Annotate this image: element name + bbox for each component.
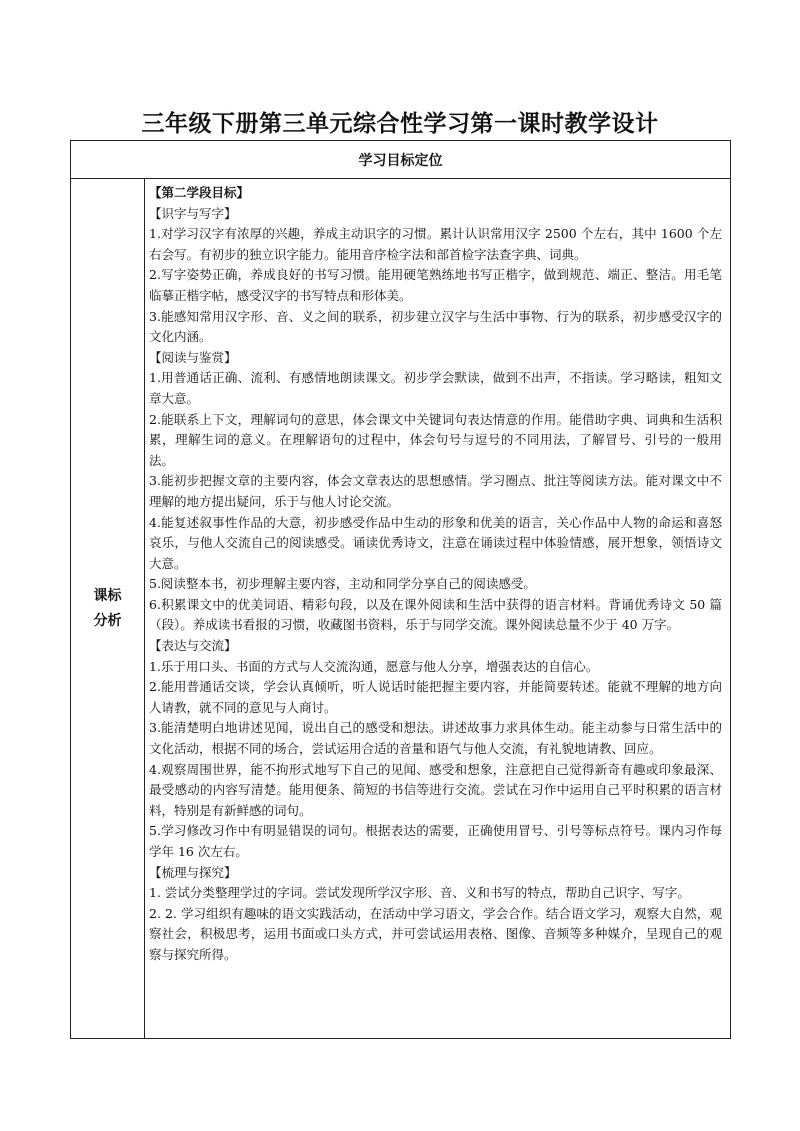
list-item: 6.积累课文中的优美词语、精彩句段，以及在课外阅读和生活中获得的语言材料。背诵优秀诗文 50 篇（段）。养成读书看报的习惯，收藏图书资料，乐于与同学交流。课外阅读总量不少于 40 万字。 — [149, 596, 722, 633]
section-heading-reading: 【阅读与鉴赏】 — [149, 349, 237, 365]
list-item: 5.学习修改习作中有明显错误的词句。根据表达的需要，正确使用冒号、引号等标点符号。课内习作每学年 16 次左右。 — [149, 823, 722, 859]
list-item: 3.能感知常用汉字形、音、义之间的联系，初步建立汉字与生活中事物、行为的联系，初步感受汉字的文化内涵。 — [149, 308, 722, 345]
list-item: 4.能复述叙事性作品的大意，初步感受作品中生动的形象和优美的语言，关心作品中人物的命运和喜怒哀乐，与他人交流自己的阅读感受。诵读优秀诗文，注意在诵读过程中体验情感，展开想象，领悟诗文大意。 — [149, 514, 722, 571]
list-item: 4.观察周围世界，能不拘形式地写下自己的见闻、感受和想象，注意把自己觉得新奇有趣或印象最深、最受感动的内容写清楚。能用便条、简短的书信等进行交流。尝试在习作中运用自己平时积累的语言材料，特别是有新鲜感的词句。 — [149, 761, 722, 818]
document-title: 三年级下册第三单元综合性学习第一课时教学设计 — [141, 110, 659, 137]
content-cell — [149, 183, 722, 966]
list-item: 2.能用普通话交谈，学会认真倾听，听人说话时能把握主要内容，并能简要转述。能就不理解的地方向人请教，就不同的意见与人商讨。 — [149, 679, 722, 715]
table-header: 学习目标定位 — [71, 141, 730, 179]
list-item: 3.能清楚明白地讲述见闻，说出自己的感受和想法。讲述故事力求具体生动。能主动参与日常生活中的文化活动，根据不同的场合，尝试运用合适的音量和语气与他人交流，有礼貌地请教、回应。 — [149, 720, 722, 757]
list-item: 2.写字姿势正确，养成良好的书写习惯。能用硬笔熟练地书写正楷字，做到规范、端正、整洁。用毛笔临摹正楷字帖，感受汉字的书写特点和形体美。 — [149, 267, 722, 303]
row-label-line-2: 分析 — [93, 612, 122, 629]
row-label-line-1: 课标 — [93, 587, 122, 604]
list-item: 5.阅读整本书，初步理解主要内容，主动和同学分享自己的阅读感受。 — [149, 576, 536, 592]
list-item: 1.用普通话正确、流利、有感情地朗读课文。初步学会默读，做到不出声，不指读。学习略读，粗知文章大意。 — [149, 370, 722, 406]
list-item: 1. 尝试分类整理学过的字词。尝试发现所学汉字形、音、义和书写的特点，帮助自己识字、写字。 — [149, 885, 690, 901]
list-item: 3.能初步把握文章的主要内容，体会文章表达的思想感情。学习圈点、批注等阅读方法。能对课文中不理解的地方提出疑问，乐于与他人讨论交流。 — [149, 473, 722, 509]
curriculum-table — [70, 140, 731, 1039]
section-heading-literacy: 【识字与写字】 — [149, 205, 237, 221]
section-heading-inquiry: 【梳理与探究】 — [149, 864, 237, 880]
row-label-cell — [71, 179, 145, 1038]
list-item: 2. 2. 学习组织有趣味的语文实践活动，在活动中学习语文，学会合作。结合语文学习，观察大自然，观察社会，积极思考，运用书面或口头方式，并可尝试运用表格、图像、音频等多种媒介，呈现自己的观察与探究所得。 — [149, 905, 722, 962]
list-item: 1.乐于用口头、书面的方式与人交流沟通，愿意与他人分享，增强表达的自信心。 — [149, 658, 599, 674]
list-item: 2.能联系上下文，理解词句的意思，体会课文中关键词句表达情意的作用。能借助字典、词典和生活积累，理解生词的意义。在理解语句的过程中，体会句号与逗号的不同用法，了解冒号、引号的一般用法。 — [149, 411, 722, 468]
section-heading-expression: 【表达与交流】 — [149, 638, 237, 654]
stage-heading: 【第二学段目标】 — [149, 185, 250, 200]
list-item: 1.对学习汉字有浓厚的兴趣，养成主动识字的习惯。累计认识常用汉字 2500 个左右，其中 1600 个左右会写。有初步的独立识字能力。能用音序检字法和部首检字法查字典、词典。 — [149, 226, 722, 262]
